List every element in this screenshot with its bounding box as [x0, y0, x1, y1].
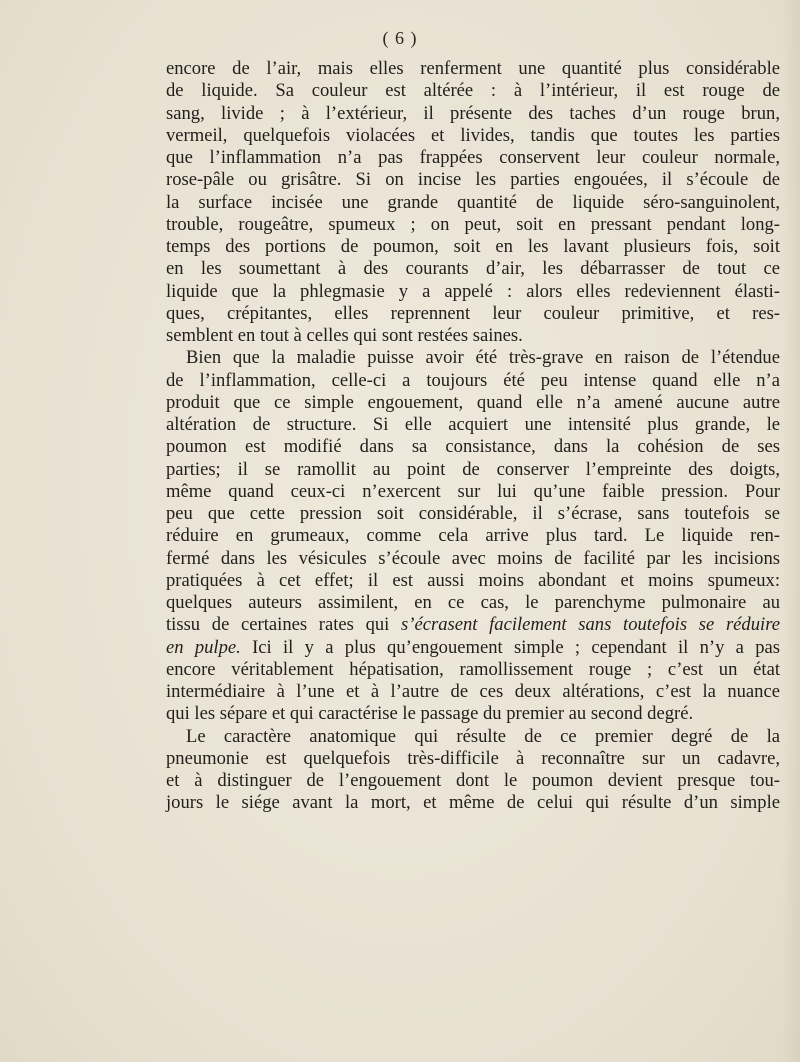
italic-quote: s’écrasent facilement sans toutefois se réduire	[401, 614, 780, 636]
roman-text: Ici il y a plus qu’engouement simple ; cependant il n’y a pas	[240, 636, 781, 658]
text-line: la surface incisée une grande quantité de liquide séro-sanguinolent,	[166, 191, 780, 213]
text-line: en les soumettant à des courants d’air, les débarrasser de tout ce	[166, 258, 780, 280]
text-line: réduire en grumeaux, comme cela arrive plus tard. Le liquide ren-	[166, 525, 780, 547]
text-line: parties; il se ramollit au point de conserver l’empreinte des doigts,	[166, 458, 780, 480]
text-line: poumon est modifié dans sa consistance, dans la cohésion de ses	[166, 436, 780, 458]
text-line: trouble, rougeâtre, spumeux ; on peut, soit en pressant pendant long-	[166, 213, 780, 235]
text-line: encore de l’air, mais elles renferment une quantité plus considérable	[166, 58, 780, 79]
italic-quote: en pulpe.	[166, 636, 241, 658]
text-line: de l’inflammation, celle-ci a toujours été peu intense quand elle n’a	[166, 369, 780, 391]
text-line: encore véritablement hépatisation, ramollissement rouge ; c’est un état	[166, 658, 780, 680]
body-text	[166, 58, 780, 815]
text-line: et à distinguer de l’engouement dont le poumon devient presque tou-	[166, 770, 780, 791]
paragraph-start-line: Le caractère anatomique qui résulte de ce premier degré de la	[186, 725, 780, 747]
text-line: rose-pâle ou grisâtre. Si on incise les parties engouées, il s’écoule de	[166, 169, 780, 191]
roman-text: tissu de certaines rates qui	[166, 614, 402, 636]
paragraph-end-line: qui les sépare et qui caractérise le passage du premier au second degré.	[166, 703, 694, 725]
paragraph-start-line: Bien que la maladie puisse avoir été très-grave en raison de l’étendue	[186, 347, 780, 369]
paragraph-end-line: semblent en tout à celles qui sont restées saines.	[166, 325, 523, 346]
text-line: sang, livide ; à l’extérieur, il présente des taches d’un rouge brun,	[166, 102, 780, 124]
text-line: jours le siége avant la mort, et même de celui qui résulte d’un simple	[166, 792, 780, 814]
text-line	[166, 614, 780, 636]
text-line: liquide que la phlegmasie y a appelé : alors elles redeviennent élasti-	[166, 280, 780, 302]
text-line: produit que ce simple engouement, quand elle n’a amené aucune autre	[166, 391, 780, 413]
page-number: ( 6 )	[382, 28, 418, 48]
text-line: pratiquées à cet effet; il est aussi moins abondant et moins spumeux:	[166, 569, 780, 591]
text-line: de liquide. Sa couleur est altérée : à l’intérieur, il est rouge de	[166, 80, 780, 102]
text-line: vermeil, quelquefois violacées et livides, tandis que toutes les parties	[166, 124, 780, 146]
text-line: que l’inflammation n’a pas frappées conservent leur couleur normale,	[166, 147, 780, 168]
text-line: ques, crépitantes, elles reprennent leur couleur primitive, et res-	[166, 302, 780, 324]
text-line: pneumonie est quelquefois très-difficile à reconnaître sur un cadavre,	[166, 747, 780, 769]
text-line: temps des portions de poumon, soit en les lavant plusieurs fois, soit	[166, 236, 780, 257]
text-line: même quand ceux-ci n’exercent sur lui qu’une faible pression. Pour	[166, 480, 780, 502]
text-line	[166, 637, 780, 659]
text-line: intermédiaire à l’une et à l’autre de ces deux altérations, c’est la nuance	[166, 681, 780, 702]
page-edge-shadow	[782, 0, 800, 1062]
text-line: altération de structure. Si elle acquiert une intensité plus grande, le	[166, 414, 780, 435]
text-line: fermé dans les vésicules s’écoule avec moins de facilité par les incisions	[166, 547, 780, 569]
text-line: peu que cette pression soit considérable, il s’écrase, sans toutefois se	[166, 503, 780, 524]
text-line: quelques auteurs assimilent, en ce cas, le parenchyme pulmonaire au	[166, 592, 780, 613]
